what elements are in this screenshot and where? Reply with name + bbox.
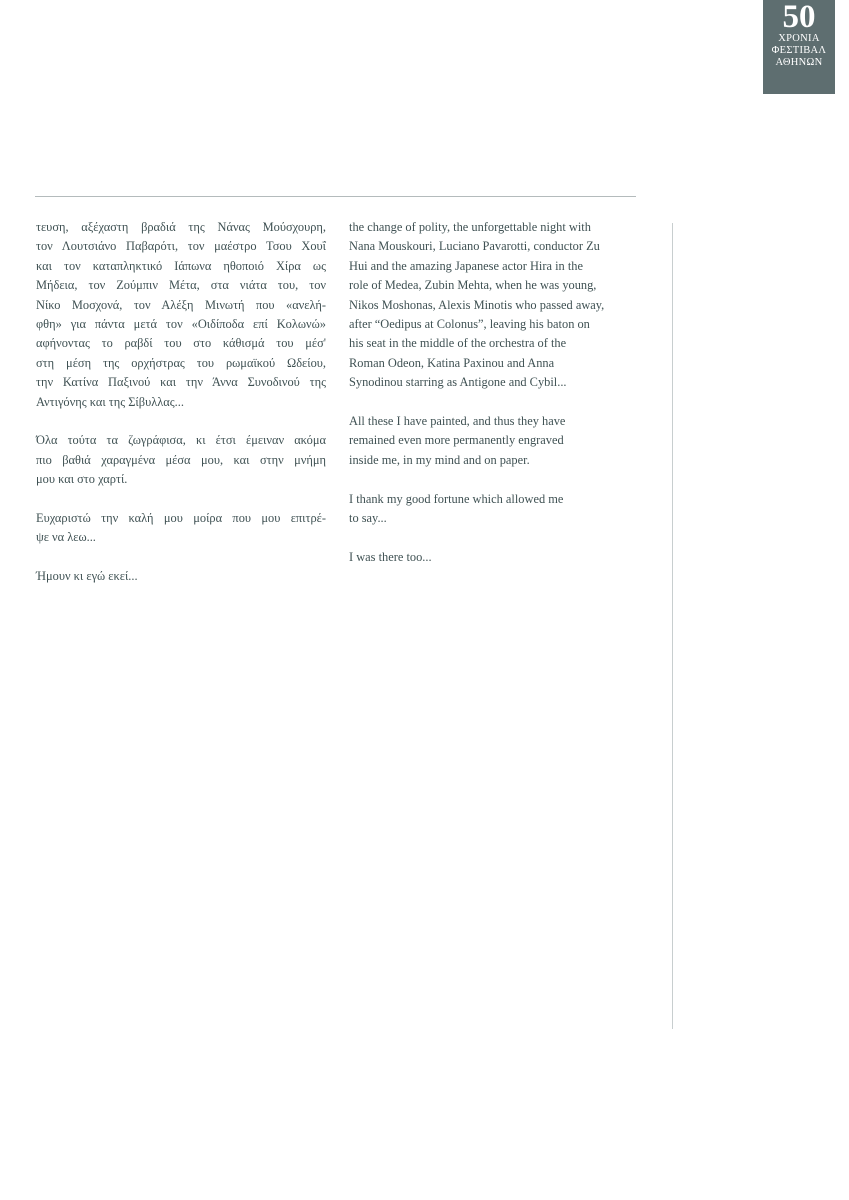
greek-text-column [36,218,326,606]
text-line: τευση, αξέχαστη βραδιά της Νάνας Μούσχουρη, [36,220,326,234]
text-line: Ευχαριστώ την καλή μου μοίρα που μου επιτρέ- [36,511,326,526]
text-line: I thank my good fortune which allowed me [349,491,564,506]
text-line: his seat in the middle of the orchestra of the [349,336,567,351]
text-line: to say... [349,511,387,526]
festival-50-years-badge [763,0,835,94]
text-line: Synodinou starring as Antigone and Cybil... [349,375,567,390]
text-line: Ήμουν κι εγώ εκεί... [36,569,138,584]
text-line: Νίκο Μοσχονά, τον Αλέξη Μινωτή που «ανελή- [36,297,326,312]
top-divider [35,196,636,197]
text-line: Hui and the amazing Japanese actor Hira in the [349,258,583,273]
english-paragraph-3 [349,490,649,529]
text-line: τον Λουτσιάνο Παβαρότι, τον μαέστρο Τσου Χουΐ [36,239,326,254]
text-line: Roman Odeon, Katina Paxinou and Anna [349,355,555,370]
text-line: Αντιγόνης και της Σίβυλλας... [36,394,184,409]
badge-line-3: ΑΘΗΝΩΝ [775,57,823,68]
text-line: after “Oedipus at Colonus”, leaving his baton on [349,317,590,332]
text-line: the change of polity, the unforgettable night with [349,220,591,234]
text-line: remained even more permanently engraved [349,433,564,448]
english-paragraph-4 [349,548,649,567]
text-line: role of Medea, Zubin Mehta, when he was young, [349,278,597,293]
text-line: Όλα τούτα τα ζωγράφισα, κι έτσι έμειναν ακόμα [36,433,326,448]
text-line: πιο βαθιά χαραγμένα μέσα μου, και στην μνήμη [36,452,326,467]
greek-paragraph-3 [36,509,326,548]
greek-paragraph-4 [36,567,326,586]
text-line: φθη» για πάντα μετά τον «Οιδίποδα επί Κολωνώ» [36,317,326,332]
text-line: μου και στο χαρτί. [36,472,128,487]
greek-paragraph-1 [36,218,326,412]
english-paragraph-1 [349,218,649,393]
text-line: ψε να λεω... [36,530,96,545]
english-text-column [349,218,649,587]
text-line: Μήδεια, τον Ζούμπιν Μέτα, στα νιάτα του, τον [36,278,326,293]
badge-line-1: ΧΡΟΝΙΑ [778,33,820,44]
english-paragraph-2 [349,412,649,470]
text-line: inside me, in my mind and on paper. [349,452,530,467]
text-line: All these I have painted, and thus they have [349,414,566,429]
text-line: και τον καταπληκτικό Ιάπωνα ηθοποιό Χίρα ως [36,258,326,273]
greek-paragraph-2 [36,431,326,489]
text-line: στη μέση της ορχήστρας του ρωμαϊκού Ωδείου, [36,355,326,370]
right-column-rule [672,223,673,1029]
text-line: Nikos Moshonas, Alexis Minotis who passed away, [349,297,605,312]
badge-number: 50 [782,0,816,35]
text-line: Nana Mouskouri, Luciano Pavarotti, conductor Zu [349,239,600,254]
text-line: την Κατίνα Παξινού και την Άννα Συνοδινού της [36,375,326,390]
text-line: I was there too... [349,549,432,564]
badge-line-2: ΦΕΣΤΙΒΑΛ [771,45,827,56]
text-line: αφήνοντας το ραβδί του στο κάθισμά του μέσ' [36,336,326,351]
